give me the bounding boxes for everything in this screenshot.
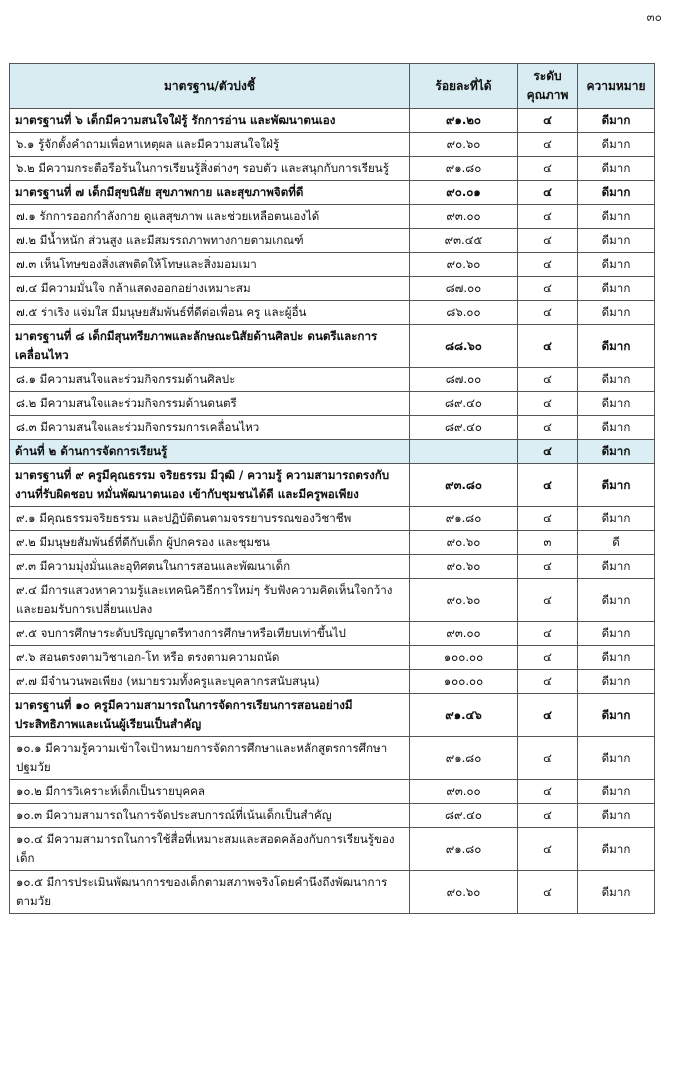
row-percent-cell: ๙๐.๖๐ (410, 871, 518, 914)
row-item-cell: ๑๐.๑ มีความรู้ความเข้าใจเป้าหมายการจัดการศึกษาและหลักสูตรการศึกษาปฐมวัย (10, 737, 410, 780)
row-meaning-cell: ดีมาก (578, 440, 655, 464)
row-percent-cell: ๑๐๐.๐๐ (410, 646, 518, 670)
row-item-cell: ๑๐.๓ มีความสามารถในการจัดประสบการณ์ที่เน้นเด็กเป็นสำคัญ (10, 804, 410, 828)
row-meaning-cell: ดีมาก (578, 737, 655, 780)
row-meaning-cell: ดีมาก (578, 205, 655, 229)
row-item-cell: ๗.๓ เห็นโทษของสิ่งเสพติดให้โทษและสิ่งมอมเมา (10, 253, 410, 277)
row-level-cell: ๔ (518, 205, 578, 229)
row-level-cell: ๔ (518, 670, 578, 694)
row-percent-cell: ๘๗.๐๐ (410, 368, 518, 392)
row-item-cell: ๑๐.๒ มีการวิเคราะห์เด็กเป็นรายบุคคล (10, 780, 410, 804)
indicator-row (10, 780, 655, 804)
row-meaning-cell: ดีมาก (578, 109, 655, 133)
row-item-cell: ๙.๗ มีจำนวนพอเพียง (หมายรวมทั้งครูและบุคลากรสนับสนุน) (10, 670, 410, 694)
indicator-row (10, 622, 655, 646)
page-number: ๓๐ (646, 10, 662, 24)
indicator-row (10, 871, 655, 914)
row-percent-cell: ๙๐.๖๐ (410, 531, 518, 555)
standard-row (10, 109, 655, 133)
row-percent-cell: ๘๙.๔๐ (410, 804, 518, 828)
row-level-cell: ๔ (518, 301, 578, 325)
indicator-row (10, 277, 655, 301)
row-meaning-cell: ดีมาก (578, 368, 655, 392)
indicator-row (10, 531, 655, 555)
row-percent-cell: ๙๐.๖๐ (410, 253, 518, 277)
row-level-cell: ๔ (518, 368, 578, 392)
row-level-cell: ๔ (518, 507, 578, 531)
row-level-cell: ๔ (518, 253, 578, 277)
row-percent-cell: ๙๑.๒๐ (410, 109, 518, 133)
row-level-cell: ๔ (518, 392, 578, 416)
row-item-cell: ๙.๓ มีความมุ่งมั่นและอุทิศตนในการสอนและพัฒนาเด็ก (10, 555, 410, 579)
row-item-cell: ๑๐.๕ มีการประเมินพัฒนาการของเด็กตามสภาพจริงโดยคำนึงถึงพัฒนาการตามวัย (10, 871, 410, 914)
row-percent-cell: ๙๓.๘๐ (410, 464, 518, 507)
row-meaning-cell: ดีมาก (578, 804, 655, 828)
indicator-row (10, 416, 655, 440)
indicator-row (10, 392, 655, 416)
row-level-cell: ๔ (518, 579, 578, 622)
indicator-row (10, 301, 655, 325)
row-level-cell: ๓ (518, 531, 578, 555)
row-percent-cell (410, 440, 518, 464)
row-meaning-cell: ดีมาก (578, 646, 655, 670)
header-level: ระดับ คุณภาพ (518, 64, 578, 109)
row-level-cell: ๔ (518, 828, 578, 871)
header-percent: ร้อยละที่ได้ (410, 64, 518, 109)
row-meaning-cell: ดีมาก (578, 670, 655, 694)
row-meaning-cell: ดีมาก (578, 780, 655, 804)
indicator-row (10, 555, 655, 579)
row-percent-cell: ๙๓.๐๐ (410, 780, 518, 804)
row-level-cell: ๔ (518, 871, 578, 914)
indicator-row (10, 157, 655, 181)
row-percent-cell: ๘๙.๔๐ (410, 416, 518, 440)
row-item-cell: ๘.๑ มีความสนใจและร่วมกิจกรรมด้านศิลปะ (10, 368, 410, 392)
indicator-row (10, 804, 655, 828)
row-item-cell: ๙.๑ มีคุณธรรมจริยธรรม และปฏิบัติตนตามจรรยาบรรณของวิชาชีพ (10, 507, 410, 531)
row-percent-cell: ๙๑.๘๐ (410, 828, 518, 871)
row-level-cell: ๔ (518, 109, 578, 133)
row-meaning-cell: ดีมาก (578, 622, 655, 646)
table-header-row (10, 64, 655, 109)
row-meaning-cell: ดีมาก (578, 464, 655, 507)
row-level-cell: ๔ (518, 416, 578, 440)
row-level-cell: ๔ (518, 229, 578, 253)
row-item-cell: ๑๐.๔ มีความสามารถในการใช้สื่อที่เหมาะสมและสอดคล้องกับการเรียนรู้ของเด็ก (10, 828, 410, 871)
header-meaning: ความหมาย (578, 64, 655, 109)
row-level-cell: ๔ (518, 780, 578, 804)
row-level-cell: ๔ (518, 157, 578, 181)
row-level-cell: ๔ (518, 804, 578, 828)
row-item-cell: ๙.๕ จบการศึกษาระดับปริญญาตรีทางการศึกษาหรือเทียบเท่าขึ้นไป (10, 622, 410, 646)
row-percent-cell: ๑๐๐.๐๐ (410, 670, 518, 694)
row-percent-cell: ๙๑.๘๐ (410, 157, 518, 181)
row-percent-cell: ๙๐.๖๐ (410, 555, 518, 579)
row-item-cell: ๘.๒ มีความสนใจและร่วมกิจกรรมด้านดนตรี (10, 392, 410, 416)
row-percent-cell: ๙๓.๐๐ (410, 205, 518, 229)
standard-row (10, 694, 655, 737)
indicator-row (10, 205, 655, 229)
row-percent-cell: ๙๑.๔๖ (410, 694, 518, 737)
row-item-cell: ๙.๔ มีการแสวงหาความรู้และเทคนิควิธีการใหม่ๆ รับฟังความคิดเห็นใจกว้าง และยอมรับการเปลี่ยนแปลง (10, 579, 410, 622)
indicator-row (10, 133, 655, 157)
row-level-cell: ๔ (518, 622, 578, 646)
row-meaning-cell: ดีมาก (578, 229, 655, 253)
section-row (10, 440, 655, 464)
row-level-cell: ๔ (518, 464, 578, 507)
row-meaning-cell: ดีมาก (578, 416, 655, 440)
row-meaning-cell: ดีมาก (578, 325, 655, 368)
row-meaning-cell: ดี (578, 531, 655, 555)
row-item-cell: ๗.๑ รักการออกกำลังกาย ดูแลสุขภาพ และช่วยเหลือตนเองได้ (10, 205, 410, 229)
row-level-cell: ๔ (518, 277, 578, 301)
row-item-cell: ๖.๑ รู้จักตั้งคำถามเพื่อหาเหตุผล และมีความสนใจใฝ่รู้ (10, 133, 410, 157)
row-level-cell: ๔ (518, 646, 578, 670)
row-percent-cell: ๙๓.๐๐ (410, 622, 518, 646)
row-item-cell: ๙.๒ มีมนุษยสัมพันธ์ที่ดีกับเด็ก ผู้ปกครอง และชุมชน (10, 531, 410, 555)
indicator-row (10, 507, 655, 531)
row-meaning-cell: ดีมาก (578, 828, 655, 871)
row-item-cell: ด้านที่ ๒ ด้านการจัดการเรียนรู้ (10, 440, 410, 464)
table-body (10, 109, 655, 914)
indicator-row (10, 253, 655, 277)
row-item-cell: มาตรฐานที่ ๑๐ ครูมีความสามารถในการจัดการเรียนการสอนอย่างมีประสิทธิภาพและเน้นผู้เรียนเป็นสำคัญ (10, 694, 410, 737)
row-percent-cell: ๙๐.๐๑ (410, 181, 518, 205)
row-meaning-cell: ดีมาก (578, 157, 655, 181)
evaluation-table (9, 63, 655, 914)
row-item-cell: ๖.๒ มีความกระตือรือร้นในการเรียนรู้สิ่งต่างๆ รอบตัว และสนุกกับการเรียนรู้ (10, 157, 410, 181)
row-item-cell: ๗.๒ มีน้ำหนัก ส่วนสูง และมีสมรรถภาพทางกายตามเกณฑ์ (10, 229, 410, 253)
row-meaning-cell: ดีมาก (578, 277, 655, 301)
row-meaning-cell: ดีมาก (578, 253, 655, 277)
indicator-row (10, 646, 655, 670)
row-meaning-cell: ดีมาก (578, 133, 655, 157)
row-item-cell: ๘.๓ มีความสนใจและร่วมกิจกรรมการเคลื่อนไหว (10, 416, 410, 440)
indicator-row (10, 828, 655, 871)
row-level-cell: ๔ (518, 737, 578, 780)
header-standard: มาตรฐาน/ตัวบ่งชี้ (10, 64, 410, 109)
indicator-row (10, 737, 655, 780)
indicator-row (10, 579, 655, 622)
row-level-cell: ๔ (518, 440, 578, 464)
row-percent-cell: ๙๐.๖๐ (410, 133, 518, 157)
row-level-cell: ๔ (518, 694, 578, 737)
row-level-cell: ๔ (518, 133, 578, 157)
row-item-cell: ๗.๕ ร่าเริง แจ่มใส มีมนุษยสัมพันธ์ที่ดีต่อเพื่อน ครู และผู้อื่น (10, 301, 410, 325)
indicator-row (10, 229, 655, 253)
row-item-cell: มาตรฐานที่ ๗ เด็กมีสุขนิสัย สุขภาพกาย และสุขภาพจิตที่ดี (10, 181, 410, 205)
standard-row (10, 181, 655, 205)
row-meaning-cell: ดีมาก (578, 392, 655, 416)
row-meaning-cell: ดีมาก (578, 579, 655, 622)
indicator-row (10, 670, 655, 694)
row-item-cell: มาตรฐานที่ ๘ เด็กมีสุนทรียภาพและลักษณะนิสัยด้านศิลปะ ดนตรีและการเคลื่อนไหว (10, 325, 410, 368)
row-item-cell: ๗.๔ มีความมั่นใจ กล้าแสดงออกอย่างเหมาะสม (10, 277, 410, 301)
row-percent-cell: ๙๐.๖๐ (410, 579, 518, 622)
row-level-cell: ๔ (518, 181, 578, 205)
indicator-row (10, 368, 655, 392)
row-level-cell: ๔ (518, 325, 578, 368)
row-meaning-cell: ดีมาก (578, 301, 655, 325)
row-meaning-cell: ดีมาก (578, 694, 655, 737)
row-percent-cell: ๘๖.๐๐ (410, 301, 518, 325)
standard-row (10, 464, 655, 507)
row-percent-cell: ๙๓.๔๕ (410, 229, 518, 253)
row-percent-cell: ๘๘.๖๐ (410, 325, 518, 368)
row-percent-cell: ๙๑.๘๐ (410, 507, 518, 531)
row-percent-cell: ๘๙.๔๐ (410, 392, 518, 416)
row-item-cell: ๙.๖ สอนตรงตามวิชาเอก-โท หรือ ตรงตามความถนัด (10, 646, 410, 670)
standard-row (10, 325, 655, 368)
row-meaning-cell: ดีมาก (578, 871, 655, 914)
row-item-cell: มาตรฐานที่ ๖ เด็กมีความสนใจใฝ่รู้ รักการอ่าน และพัฒนาตนเอง (10, 109, 410, 133)
row-percent-cell: ๘๗.๐๐ (410, 277, 518, 301)
row-level-cell: ๔ (518, 555, 578, 579)
row-percent-cell: ๙๑.๘๐ (410, 737, 518, 780)
row-meaning-cell: ดีมาก (578, 507, 655, 531)
row-item-cell: มาตรฐานที่ ๙ ครูมีคุณธรรม จริยธรรม มีวุฒิ / ความรู้ ความสามารถตรงกับงานที่รับผิดชอบ หมั่นพัฒนาตนเอง เข้ากับชุมชนได้ดี และมีครูพอเพียง (10, 464, 410, 507)
row-meaning-cell: ดีมาก (578, 181, 655, 205)
row-meaning-cell: ดีมาก (578, 555, 655, 579)
